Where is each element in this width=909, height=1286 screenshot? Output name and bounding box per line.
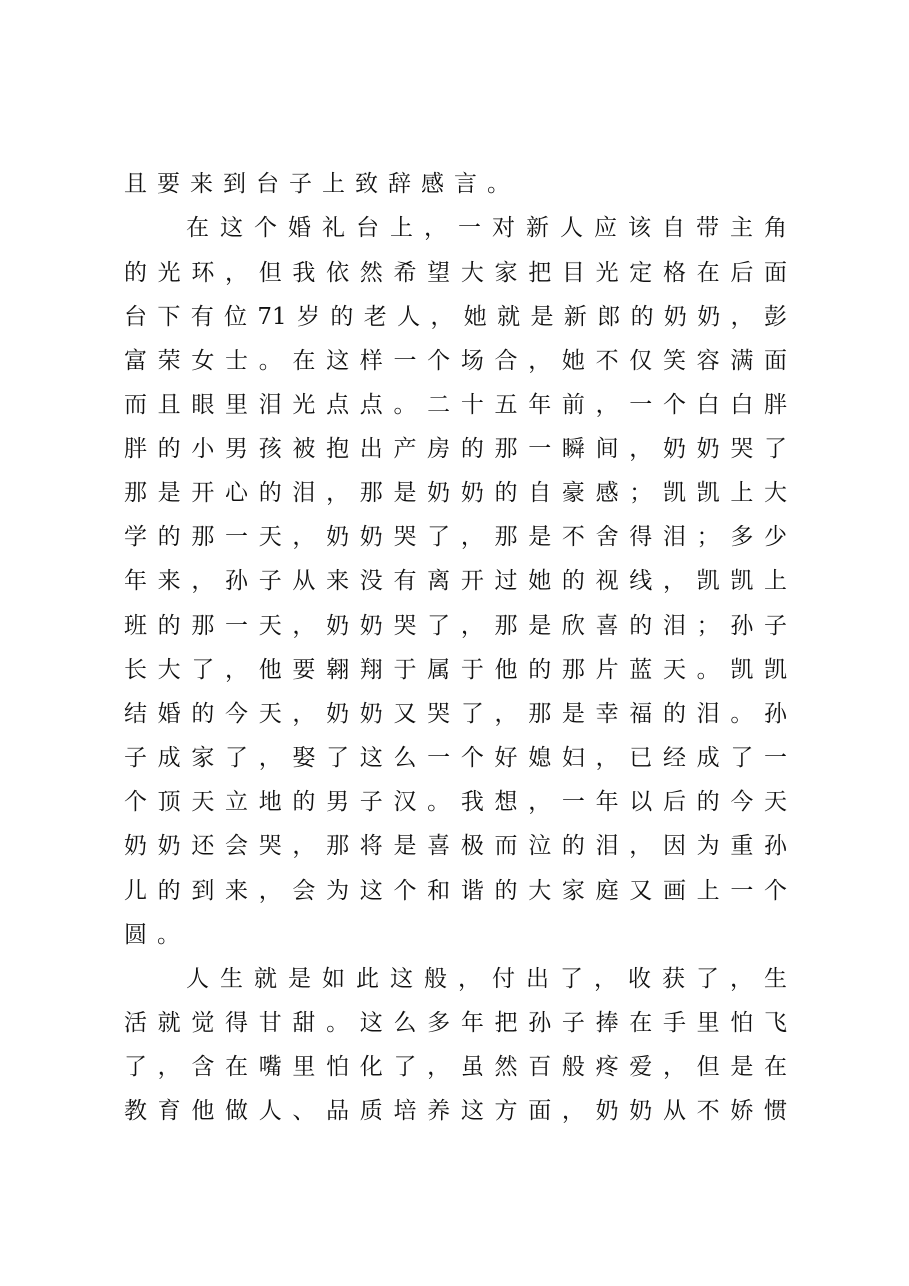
text-line: 长大了，他要翱翔于属于他的那片蓝天。凯凯 <box>124 657 787 683</box>
text-line: 子成家了，娶了这么一个好媳妇，已经成了一 <box>124 745 787 771</box>
text-line: 胖的小男孩被抱出产房的那一瞬间，奶奶哭了 <box>124 436 787 462</box>
text-line: 了，含在嘴里怕化了，虽然百般疼爱，但是在 <box>124 1054 787 1080</box>
text-line: 那是开心的泪，那是奶奶的自豪感；凯凯上大 <box>124 480 787 506</box>
text-line: 教育他做人、品质培养这方面，奶奶从不娇惯 <box>124 1098 787 1124</box>
text-line: 年来，孙子从来没有离开过她的视线，凯凯上 <box>124 568 787 594</box>
text-line: 活就觉得甘甜。这么多年把孙子捧在手里怕飞 <box>124 1010 787 1036</box>
text-line: 结婚的今天，奶奶又哭了，那是幸福的泪。孙 <box>124 701 787 727</box>
text-line: 儿的到来，会为这个和谐的大家庭又画上一个 <box>124 878 787 904</box>
text-line: 而且眼里泪光点点。二十五年前，一个白白胖 <box>124 392 787 418</box>
text-line: 奶奶还会哭，那将是喜极而泣的泪，因为重孙 <box>124 833 787 859</box>
text-line: 的光环，但我依然希望大家把目光定格在后面 <box>124 260 787 286</box>
text-line: 富荣女士。在这样一个场合，她不仅笑容满面 <box>124 348 787 374</box>
text-line: 班的那一天，奶奶哭了，那是欣喜的泪；孙子 <box>124 613 787 639</box>
text-line: 学的那一天，奶奶哭了，那是不舍得泪；多少 <box>124 524 787 550</box>
paragraph-first-line: 在这个婚礼台上，一对新人应该自带主角 <box>186 215 787 241</box>
text-line: 台下有位71岁的老人，她就是新郎的奶奶，彭 <box>124 304 787 330</box>
text-line: 个顶天立地的男子汉。我想，一年以后的今天 <box>124 789 787 815</box>
paragraph-first-line: 人生就是如此这般，付出了，收获了，生 <box>186 966 787 992</box>
text-line: 圆。 <box>124 922 190 948</box>
text-line: 且要来到台子上致辞感言。 <box>124 171 520 197</box>
